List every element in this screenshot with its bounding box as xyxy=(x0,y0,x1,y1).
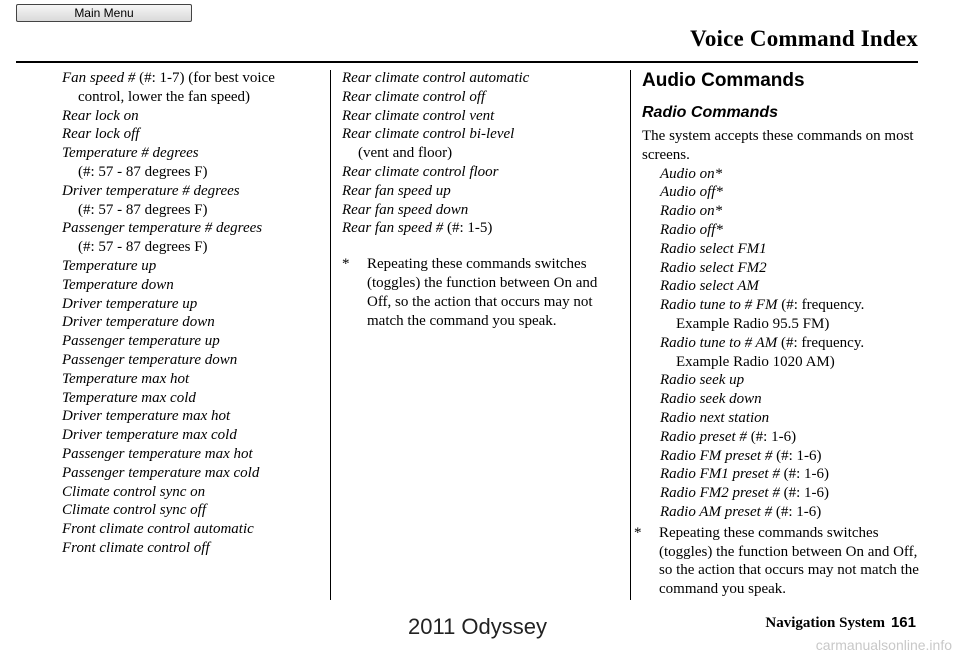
command-text: Rear climate control off xyxy=(342,88,486,105)
column-climate-commands xyxy=(62,69,324,558)
voice-command xyxy=(62,445,324,464)
command-text: Rear climate control bi-level xyxy=(342,126,515,143)
command-text: Temperature up xyxy=(62,257,157,274)
command-text: Radio tune to # FM xyxy=(660,297,778,314)
command-text: Radio seek up xyxy=(660,372,745,389)
voice-command xyxy=(660,390,920,409)
command-text: Radio on* xyxy=(660,203,723,220)
footnote xyxy=(634,524,920,599)
voice-command xyxy=(660,277,920,296)
command-text: Rear climate control vent xyxy=(342,107,495,124)
voice-command xyxy=(62,219,324,238)
voice-command xyxy=(62,539,324,558)
command-detail-continued: Example Radio 95.5 FM) xyxy=(676,315,830,332)
voice-command xyxy=(62,520,324,539)
command-text: Temperature down xyxy=(62,276,174,293)
command-text: Radio FM1 preset # xyxy=(660,466,780,483)
voice-command xyxy=(62,351,324,370)
voice-command xyxy=(660,221,920,240)
command-detail: (#: 1-6) xyxy=(779,466,829,483)
command-text: Passenger temperature max hot xyxy=(62,445,253,462)
command-text: Passenger temperature up xyxy=(62,333,220,350)
voice-command xyxy=(62,182,324,201)
command-text: Rear lock off xyxy=(62,126,140,143)
column-audio-commands xyxy=(634,69,920,599)
command-text: Radio AM preset # xyxy=(660,503,773,520)
subsection-heading-radio: Radio Commands xyxy=(642,104,779,121)
command-text: Driver temperature max cold xyxy=(62,427,237,444)
voice-command xyxy=(62,389,324,408)
main-menu-button[interactable]: Main Menu xyxy=(16,4,192,22)
column-divider-1 xyxy=(330,70,331,600)
voice-command xyxy=(660,240,920,259)
watermark: carmanualsonline.info xyxy=(815,637,952,653)
voice-command xyxy=(342,88,622,107)
footnote-star: * xyxy=(634,524,642,541)
command-text: Temperature # degrees xyxy=(62,145,199,162)
command-text: Radio select FM2 xyxy=(660,259,767,276)
command-text: Passenger temperature down xyxy=(62,351,238,368)
voice-command xyxy=(660,259,920,278)
voice-command xyxy=(660,296,920,315)
voice-command xyxy=(660,428,920,447)
voice-command xyxy=(660,165,920,184)
command-detail: (#: frequency. xyxy=(777,297,865,314)
voice-command xyxy=(62,426,324,445)
page-title: Voice Command Index xyxy=(690,26,918,51)
command-text: Radio next station xyxy=(660,409,770,426)
command-detail-continued: (#: 57 - 87 degrees F) xyxy=(78,163,208,180)
header-rule xyxy=(16,61,918,63)
command-text: Radio tune to # AM xyxy=(660,334,778,351)
command-text: Driver temperature # degrees xyxy=(62,182,240,199)
command-text: Radio FM2 preset # xyxy=(660,485,780,502)
footer-section-name: Navigation System xyxy=(765,615,885,631)
voice-command xyxy=(342,163,622,182)
command-text: Fan speed # xyxy=(62,70,136,86)
voice-command xyxy=(62,107,324,126)
voice-command xyxy=(62,144,324,163)
voice-command xyxy=(660,409,920,428)
command-detail: (#: 1-6) xyxy=(772,503,822,520)
voice-command xyxy=(62,125,324,144)
command-detail: (#: 1-7) (for best voice xyxy=(135,70,275,86)
command-text: Radio select FM1 xyxy=(660,240,767,257)
command-text: Temperature max cold xyxy=(62,389,196,406)
section-intro: The system accepts these commands on most screens. xyxy=(642,128,914,163)
command-detail: (#: 1-6) xyxy=(746,428,797,445)
command-text: Audio on* xyxy=(660,165,723,182)
command-text: Radio select AM xyxy=(660,278,759,295)
voice-command xyxy=(660,484,920,503)
command-text: Rear climate control automatic xyxy=(342,70,530,86)
command-text: Rear fan speed down xyxy=(342,201,469,218)
voice-command xyxy=(660,371,920,390)
command-text: Radio off* xyxy=(660,221,723,238)
command-detail: (#: 1-6) xyxy=(779,485,829,502)
column-divider-2 xyxy=(630,70,631,600)
voice-command xyxy=(342,125,622,144)
command-text: Audio off* xyxy=(660,184,723,201)
footnote-text: Repeating these commands switches (toggles) the function between On and Off, so the action that occurs may not match the command you speak. xyxy=(659,524,919,598)
voice-command xyxy=(660,183,920,202)
column-rear-climate-commands xyxy=(342,69,622,330)
command-text: Passenger temperature # degrees xyxy=(62,220,263,237)
voice-command xyxy=(62,276,324,295)
footer-model: 2011 Odyssey xyxy=(408,614,548,639)
footnote xyxy=(342,255,622,330)
voice-command xyxy=(62,313,324,332)
footer-nav xyxy=(765,614,916,632)
voice-command xyxy=(342,201,622,220)
voice-command xyxy=(660,465,920,484)
voice-command xyxy=(660,447,920,466)
voice-command xyxy=(342,107,622,126)
command-detail: (#: frequency. xyxy=(777,334,865,351)
command-text: Radio seek down xyxy=(660,391,762,408)
voice-command xyxy=(62,69,324,88)
voice-command xyxy=(62,332,324,351)
voice-command xyxy=(62,483,324,502)
voice-command xyxy=(660,503,920,522)
voice-command xyxy=(660,202,920,221)
command-text: Radio preset # xyxy=(660,428,747,445)
voice-command xyxy=(62,370,324,389)
voice-command xyxy=(62,464,324,483)
command-detail-continued: Example Radio 1020 AM) xyxy=(676,353,835,370)
command-text: Driver temperature up xyxy=(62,295,198,312)
voice-command xyxy=(62,257,324,276)
command-text: Passenger temperature max cold xyxy=(62,464,260,481)
voice-command xyxy=(342,69,622,88)
voice-command xyxy=(342,182,622,201)
command-text: Driver temperature down xyxy=(62,314,215,331)
command-text: Rear fan speed up xyxy=(342,182,451,199)
command-detail: (#: 1-5) xyxy=(443,220,493,237)
command-text: Front climate control off xyxy=(62,539,210,556)
command-text: Climate control sync off xyxy=(62,502,207,519)
voice-command xyxy=(62,407,324,426)
section-heading-audio: Audio Commands xyxy=(642,70,805,91)
voice-command xyxy=(62,295,324,314)
command-detail-continued: (#: 57 - 87 degrees F) xyxy=(78,239,208,256)
command-text: Rear fan speed # xyxy=(342,220,444,237)
command-detail: (#: 1-6) xyxy=(772,447,822,464)
command-text: Temperature max hot xyxy=(62,370,190,387)
command-text: Rear climate control floor xyxy=(342,163,499,180)
voice-command xyxy=(660,334,920,353)
voice-command xyxy=(62,501,324,520)
voice-command xyxy=(342,219,622,238)
command-text: Front climate control automatic xyxy=(62,521,254,538)
command-detail-continued: (#: 57 - 87 degrees F) xyxy=(78,201,208,218)
command-text: Radio FM preset # xyxy=(660,447,773,464)
command-text: Rear lock on xyxy=(62,107,139,124)
command-detail-continued: (vent and floor) xyxy=(358,145,453,162)
page-number: 161 xyxy=(890,614,916,631)
command-text: Driver temperature max hot xyxy=(62,408,231,425)
command-text: Climate control sync on xyxy=(62,483,206,500)
command-detail-continued: control, lower the fan speed) xyxy=(78,88,251,105)
footnote-text: Repeating these commands switches (toggles) the function between On and Off, so the action that occurs may not match the command you speak. xyxy=(367,256,598,329)
footnote-star: * xyxy=(342,256,350,273)
